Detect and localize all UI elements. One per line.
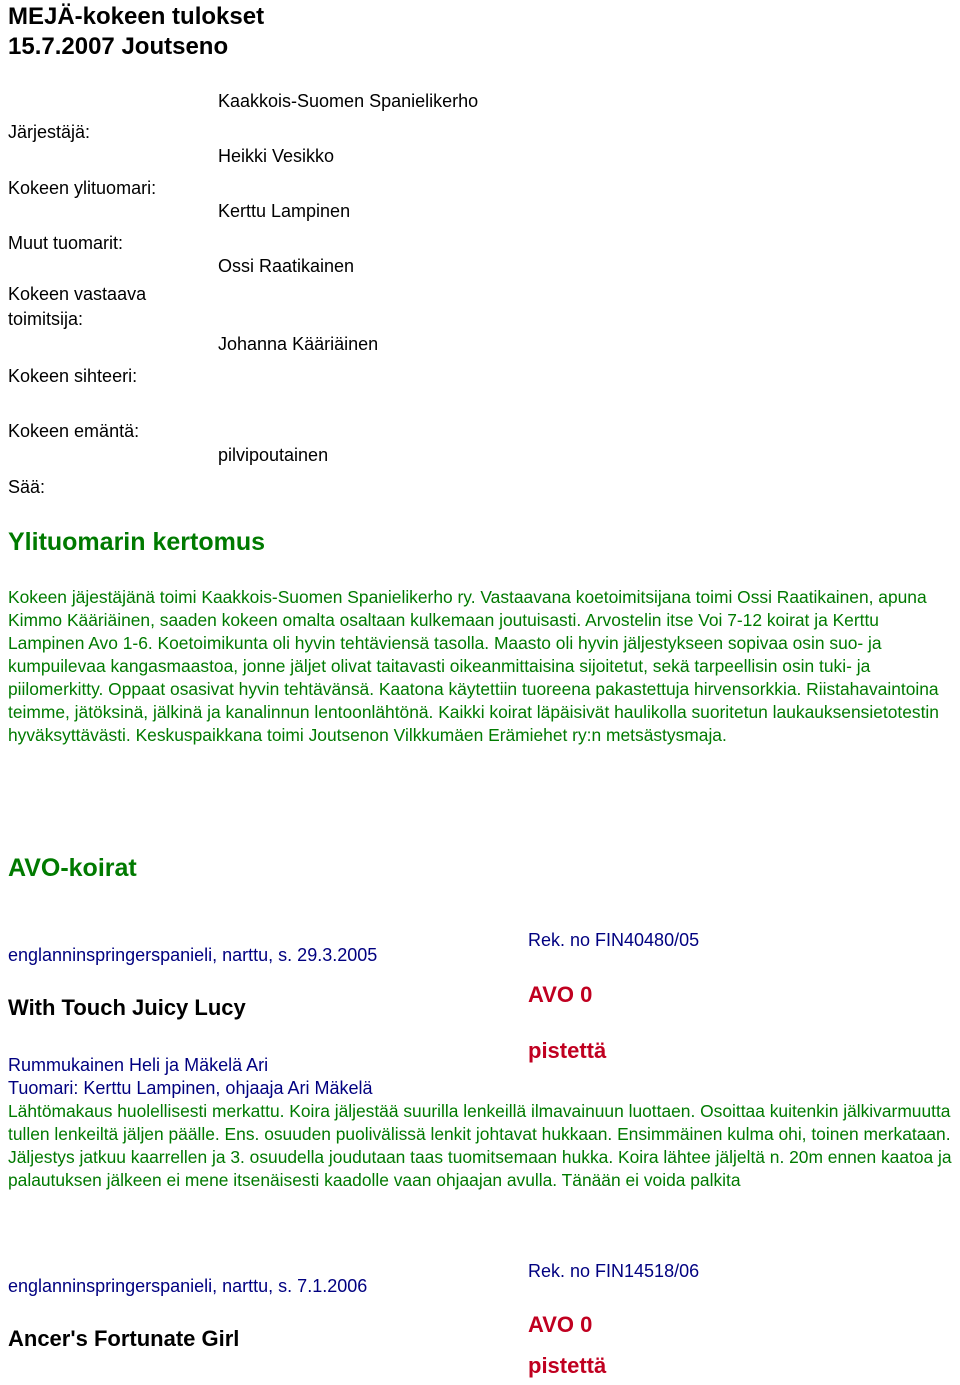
- value-responsible-official: Johanna Kääriäinen: [218, 334, 379, 354]
- report-heading: Ylituomarin kertomus: [8, 528, 265, 556]
- dog-1-critique: Lähtömakaus huolellisesti merkattu. Koira jäljestää suurilla lenkeillä ilmavainuun luottaen. Osoittaa kuitenkin jälkivarmuutta tullen lenkeiltä jäljen päälle. Ens. osuuden puolivälissä lenkit johtavat hukkaan. Ensimmäinen kulma ohi, toinen merkataan. Jäljestys jatkuu kaarrellen ja 3. osuudella joudutaan taas tuomitsemaan hukka. Koira lähtee jäljeltä n. 20m ennen kaatoa ja palautuksen jälkeen ei mene itsenäisesti kaadolle vaan ohjaajan avulla. Tänään ei voida palkita: [8, 1101, 952, 1190]
- label-responsible-official-line-1: Kokeen vastaava: [8, 284, 147, 304]
- value-chief-judge: Heikki Vesikko: [218, 146, 335, 166]
- dog-1-judge: Tuomari: Kerttu Lampinen, ohjaaja Ari Mäkelä: [8, 1078, 373, 1098]
- label-hostess: Kokeen emäntä:: [8, 421, 140, 441]
- value-other-judge-1: Kerttu Lampinen: [218, 201, 351, 221]
- label-other-judges: Muut tuomarit:: [8, 233, 124, 253]
- dog-2-points: pistettä: [528, 1353, 607, 1378]
- dog-1-owner: Rummukainen Heli ja Mäkelä Ari: [8, 1055, 269, 1075]
- dog-1-points: pistettä: [528, 1038, 607, 1063]
- dog-2-breed: englanninspringerspanieli, narttu, s. 7.1.2006: [8, 1276, 368, 1296]
- dog-1-registration: Rek. no FIN40480/05: [528, 930, 700, 950]
- value-other-judge-2: Ossi Raatikainen: [218, 256, 355, 276]
- page-title-line-1: MEJÄ-kokeen tulokset: [8, 3, 265, 30]
- label-secretary: Kokeen sihteeri:: [8, 366, 138, 386]
- report-text: Kokeen jäjestäjänä toimi Kaakkois-Suomen Spanielikerho ry. Vastaavana koetoimitsijana toimi Ossi Raatikainen, apuna Kimmo Kääriäinen, saaden kokeen omalta osaltaan kulkemaan joutuisasti. Arvostelin itse Voi 7-12 koirat ja Kerttu Lampinen Avo 1-6. Koetoimikunta oli hyvin tehtäviensä tasolla. Maasto oli hyvin jäljestykseen sopivaa osin suo- ja kumpuilevaa kangasmaastoa, jonne jäljet olivat taitavasti oikeanmittaisina sijoitetut, sekä tarpeellisin osin tuki- ja piilomerkitty. Oppaat osasivat hyvin tehtävänsä. Kaatona käytettiin tuoreena pakastettuja hirvensorkkia. Riistahavaintoina teimme, jätöksinä, jälkinä ja kanalinnun lentoonlähtönä. Kaikki koirat läpäisivät haulikolla suoritetun laukauksensietotestin hyväksyttävästi. Keskuspaikkana toimi Joutsenon Vilkkumäen Erämiehet ry:n metsästysmaja.: [8, 587, 939, 745]
- label-chief-judge: Kokeen ylituomari:: [8, 178, 157, 198]
- label-responsible-official-line-2: toimitsija:: [8, 309, 84, 329]
- dog-2-class-result: AVO 0: [528, 1312, 593, 1337]
- value-weather: pilvipoutainen: [218, 445, 329, 465]
- label-organizer: Järjestäjä:: [8, 122, 91, 142]
- dog-1-name: With Touch Juicy Lucy: [8, 995, 246, 1020]
- dog-1-class-result: AVO 0: [528, 982, 593, 1007]
- dog-1-breed: englanninspringerspanieli, narttu, s. 29.3.2005: [8, 945, 378, 965]
- dog-2-name: Ancer's Fortunate Girl: [8, 1326, 240, 1351]
- page-title-line-2: 15.7.2007 Joutseno: [8, 33, 229, 60]
- dog-2-registration: Rek. no FIN14518/06: [528, 1261, 700, 1281]
- label-weather: Sää:: [8, 477, 46, 497]
- avo-heading: AVO-koirat: [8, 854, 137, 882]
- value-organizer: Kaakkois-Suomen Spanielikerho: [218, 91, 479, 111]
